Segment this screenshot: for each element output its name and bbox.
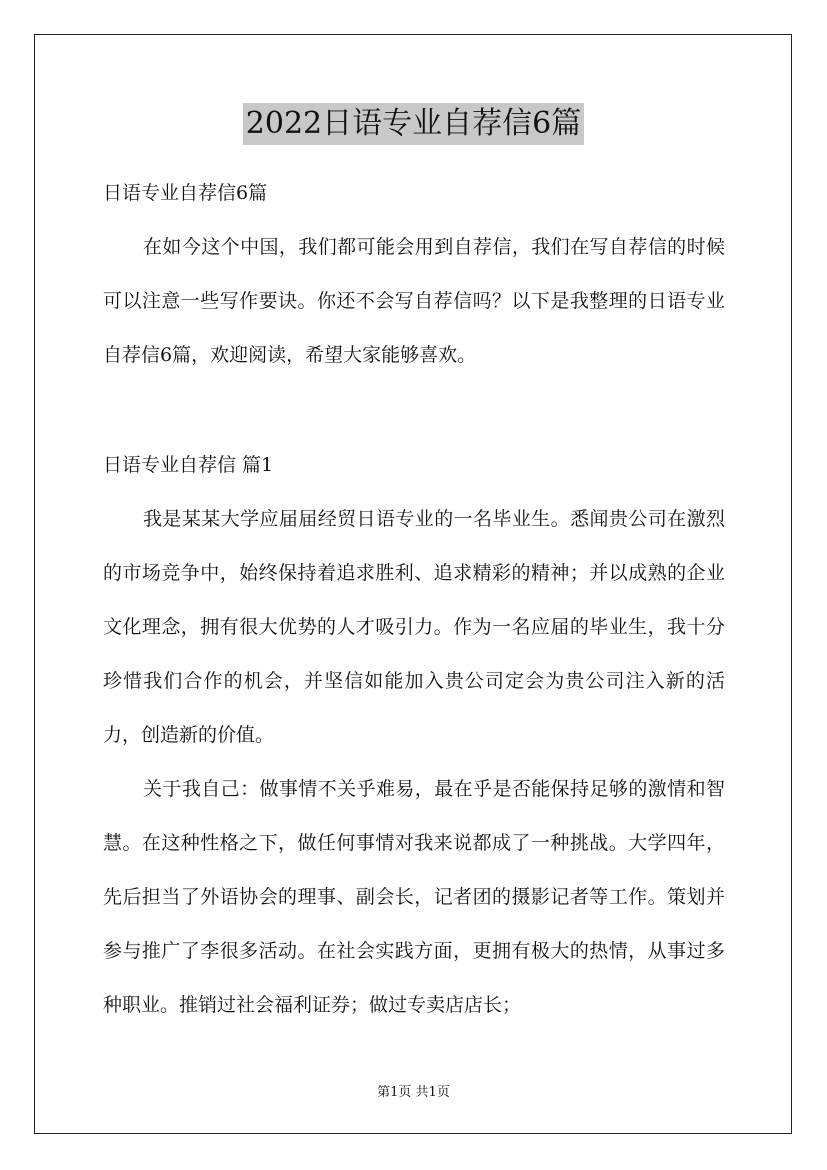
page-footer: 第1页 共1页 — [377, 1085, 450, 1100]
body-paragraph: 我是某某大学应届届经贸日语专业的一名毕业生。悉闻贵公司在激烈的市场竞争中，始终保持着追求胜利、追求精彩的精神；并以成熟的企业文化理念，拥有很大优势的人才吸引力。作为一名应届的毕业生，我十分珍惜我们合作的机会，并坚信如能加入贵公司定会为贵公司注入新的活力，创造新的价值。 — [103, 508, 725, 746]
intro-paragraph: 在如今这个中国，我们都可能会用到自荐信，我们在写自荐信的时候可以注意一些写作要诀。你还不会写自荐信吗？以下是我整理的日语专业自荐信6篇，欢迎阅读，希望大家能够喜欢。 — [103, 236, 725, 366]
document-title: 2022日语专业自荐信6篇 — [243, 103, 584, 145]
section-heading: 日语专业自荐信 篇1 — [103, 454, 274, 476]
body-paragraph: 关于我自己：做事情不关乎难易，最在乎是否能保持足够的激情和智慧。在这种性格之下，做任何事情对我来说都成了一种挑战。大学四年，先后担当了外语协会的理事、副会长，记者团的摄影记者等工作。策划并参与推广了李很多活动。在社会实践方面，更拥有极大的热情，从事过多种职业。推销过社会福利证券；做过专卖店店长； — [103, 778, 725, 1016]
document-subtitle: 日语专业自荐信6篇 — [103, 182, 268, 204]
title-container — [0, 103, 827, 145]
